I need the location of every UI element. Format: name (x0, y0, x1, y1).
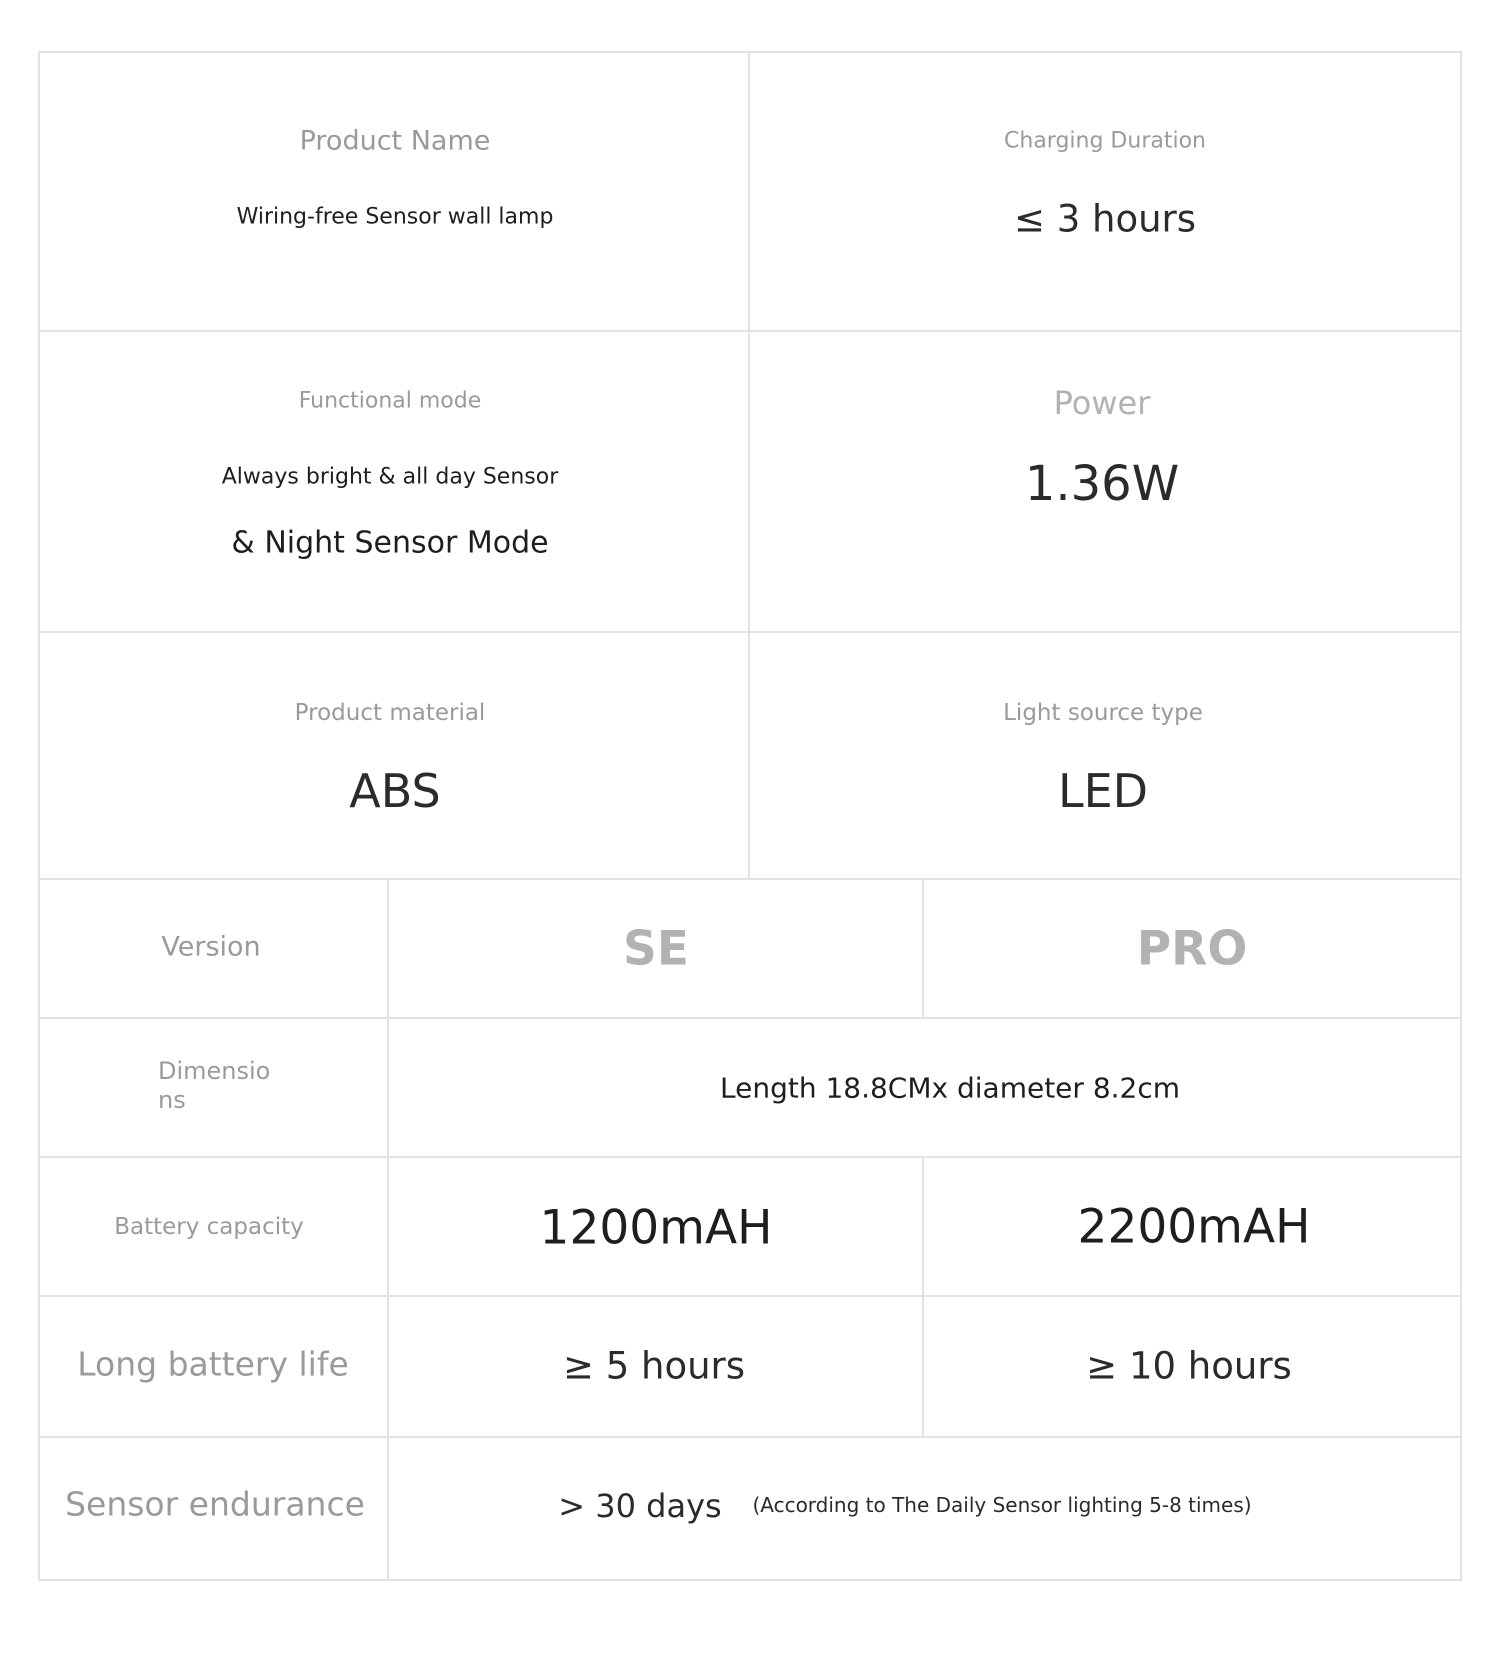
cell-version-pro (924, 880, 1460, 1019)
light-source-type-label: Light source type (1003, 700, 1203, 726)
sensor-endurance-label: Sensor endurance (65, 1484, 365, 1524)
version-pro: PRO (1136, 921, 1248, 977)
cell-version-label (40, 880, 389, 1019)
cell-sensor-endurance-label (40, 1438, 389, 1579)
cell-product-name (40, 53, 750, 332)
dimensions-value: Length 18.8CMx diameter 8.2cm (719, 1071, 1181, 1105)
product-name-label: Product Name (299, 125, 491, 157)
power-label: Power (1053, 384, 1151, 422)
cell-long-battery-life-se (389, 1297, 924, 1438)
cell-functional-mode (40, 332, 750, 633)
sensor-endurance-note: (According to The Daily Sensor lighting 5-8 times) (752, 1493, 1252, 1517)
cell-dimensions-label (40, 1019, 389, 1158)
long-battery-life-pro: ≥ 10 hours (1086, 1344, 1292, 1388)
power-value: 1.36W (1024, 456, 1180, 512)
spec-table (38, 51, 1462, 1581)
cell-dimensions-value (389, 1019, 1460, 1158)
cell-product-material (40, 633, 750, 880)
charging-duration-value: ≤ 3 hours (1013, 197, 1197, 241)
cell-sensor-endurance-value (389, 1438, 1460, 1579)
light-source-type-value: LED (1057, 764, 1149, 818)
product-name-value: Wiring-free Sensor wall lamp (236, 204, 554, 230)
cell-long-battery-life-label (40, 1297, 389, 1438)
cell-power (750, 332, 1460, 633)
cell-battery-capacity-label (40, 1158, 389, 1297)
product-material-label: Product material (294, 700, 486, 726)
cell-charging-duration (750, 53, 1460, 332)
battery-capacity-se: 1200mAH (539, 1200, 773, 1256)
battery-capacity-pro: 2200mAH (1077, 1199, 1311, 1255)
long-battery-life-label: Long battery life (77, 1344, 349, 1384)
cell-long-battery-life-pro (924, 1297, 1460, 1438)
functional-mode-label: Functional mode (298, 388, 482, 414)
cell-battery-capacity-se (389, 1158, 924, 1297)
version-label: Version (161, 931, 261, 963)
cell-version-se (389, 880, 924, 1019)
long-battery-life-se: ≥ 5 hours (562, 1344, 746, 1388)
dimensions-label: Dimensions (158, 1057, 271, 1114)
functional-mode-value-line2: & Night Sensor Mode (231, 525, 549, 561)
cell-battery-capacity-pro (924, 1158, 1460, 1297)
sensor-endurance-value: > 30 days (558, 1487, 722, 1525)
battery-capacity-label: Battery capacity (114, 1214, 304, 1240)
cell-light-source-type (750, 633, 1460, 880)
version-se: SE (623, 921, 689, 977)
product-material-value: ABS (349, 764, 441, 818)
charging-duration-label: Charging Duration (1004, 128, 1206, 154)
functional-mode-value-line1: Always bright & all day Sensor (221, 464, 559, 490)
